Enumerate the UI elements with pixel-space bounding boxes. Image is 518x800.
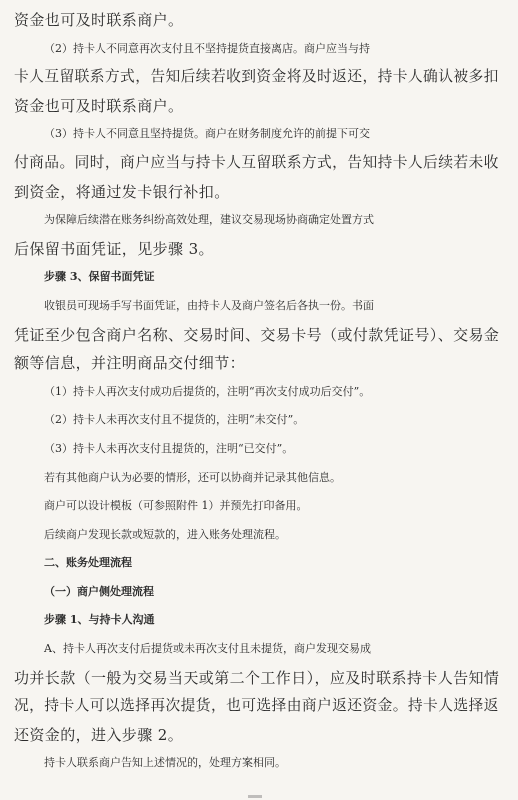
text-line: A、持卡人再次支付后提货或未再次支付且未提货，商户发现交易成 — [44, 642, 371, 656]
text-line: 后保留书面凭证，见步骤 3。 — [14, 239, 214, 258]
text-line: 凭证至少包含商户名称、交易时间、交易卡号（或付款凭证号）、交易金 — [14, 325, 500, 344]
text-line: 收银员可现场手写书面凭证，由持卡人及商户签名后各执一份。书面 — [44, 298, 374, 312]
section-heading: 二、账务处理流程 — [44, 556, 132, 570]
text-line: 商户可以设计模板（可参照附件 1）并预先打印备用。 — [44, 499, 308, 513]
section-heading: （一）商户侧处理流程 — [44, 584, 154, 598]
text-line: 资金也可及时联系商户。 — [14, 11, 184, 29]
text-line: 卡人互留联系方式，告知后续若收到资金将及时返还，持卡人确认被多扣 — [14, 68, 499, 86]
section-heading: 步骤 3、保留书面凭证 — [44, 270, 155, 284]
text-line: （2）持卡人不同意再次支付且不坚持提货直接离店。商户应当与持 — [44, 41, 370, 55]
text-line: 额等信息，并注明商品交付细节： — [14, 354, 246, 373]
text-line: 持卡人联系商户告知上述情况的，处理方案相同。 — [44, 756, 286, 770]
text-line: 况，持卡人可以选择再次提货，也可选择由商户返还资金。持卡人选择返 — [14, 697, 499, 715]
text-line: 还资金的，进入步骤 2。 — [14, 725, 184, 744]
text-line: （2）持卡人未再次支付且不提货的，注明“未交付”。 — [44, 413, 305, 427]
text-line: （3）持卡人不同意且坚持提货。商户在财务制度允许的前提下可交 — [44, 127, 370, 141]
text-line: 到资金，将通过发卡银行补扣。 — [14, 182, 230, 201]
text-line: 后续商户发现长款或短款的，进入账务处理流程。 — [44, 527, 286, 541]
text-line: 若有其他商户认为必要的情形，还可以协商并记录其他信息。 — [44, 470, 341, 484]
text-line: （1）持卡人再次支付成功后提货的，注明“再次支付成功后交付”。 — [44, 384, 371, 398]
text-line: （3）持卡人未再次支付且提货的，注明“已交付”。 — [44, 441, 294, 455]
document-body — [14, 6, 504, 778]
text-line: 付商品。同时，商户应当与持卡人互留联系方式，告知持卡人后续若未收 — [14, 153, 499, 171]
text-line: 为保障后续潜在账务纠纷高效处理，建议交易现场协商确定处置方式 — [44, 213, 374, 227]
text-line: 资金也可及时联系商户。 — [14, 96, 184, 115]
page-bottom-mark — [248, 795, 262, 798]
section-heading: 步骤 1、与持卡人沟通 — [44, 613, 155, 627]
text-line: 功并长款（一般为交易当天或第二个工作日），应及时联系持卡人告知情 — [14, 668, 500, 687]
